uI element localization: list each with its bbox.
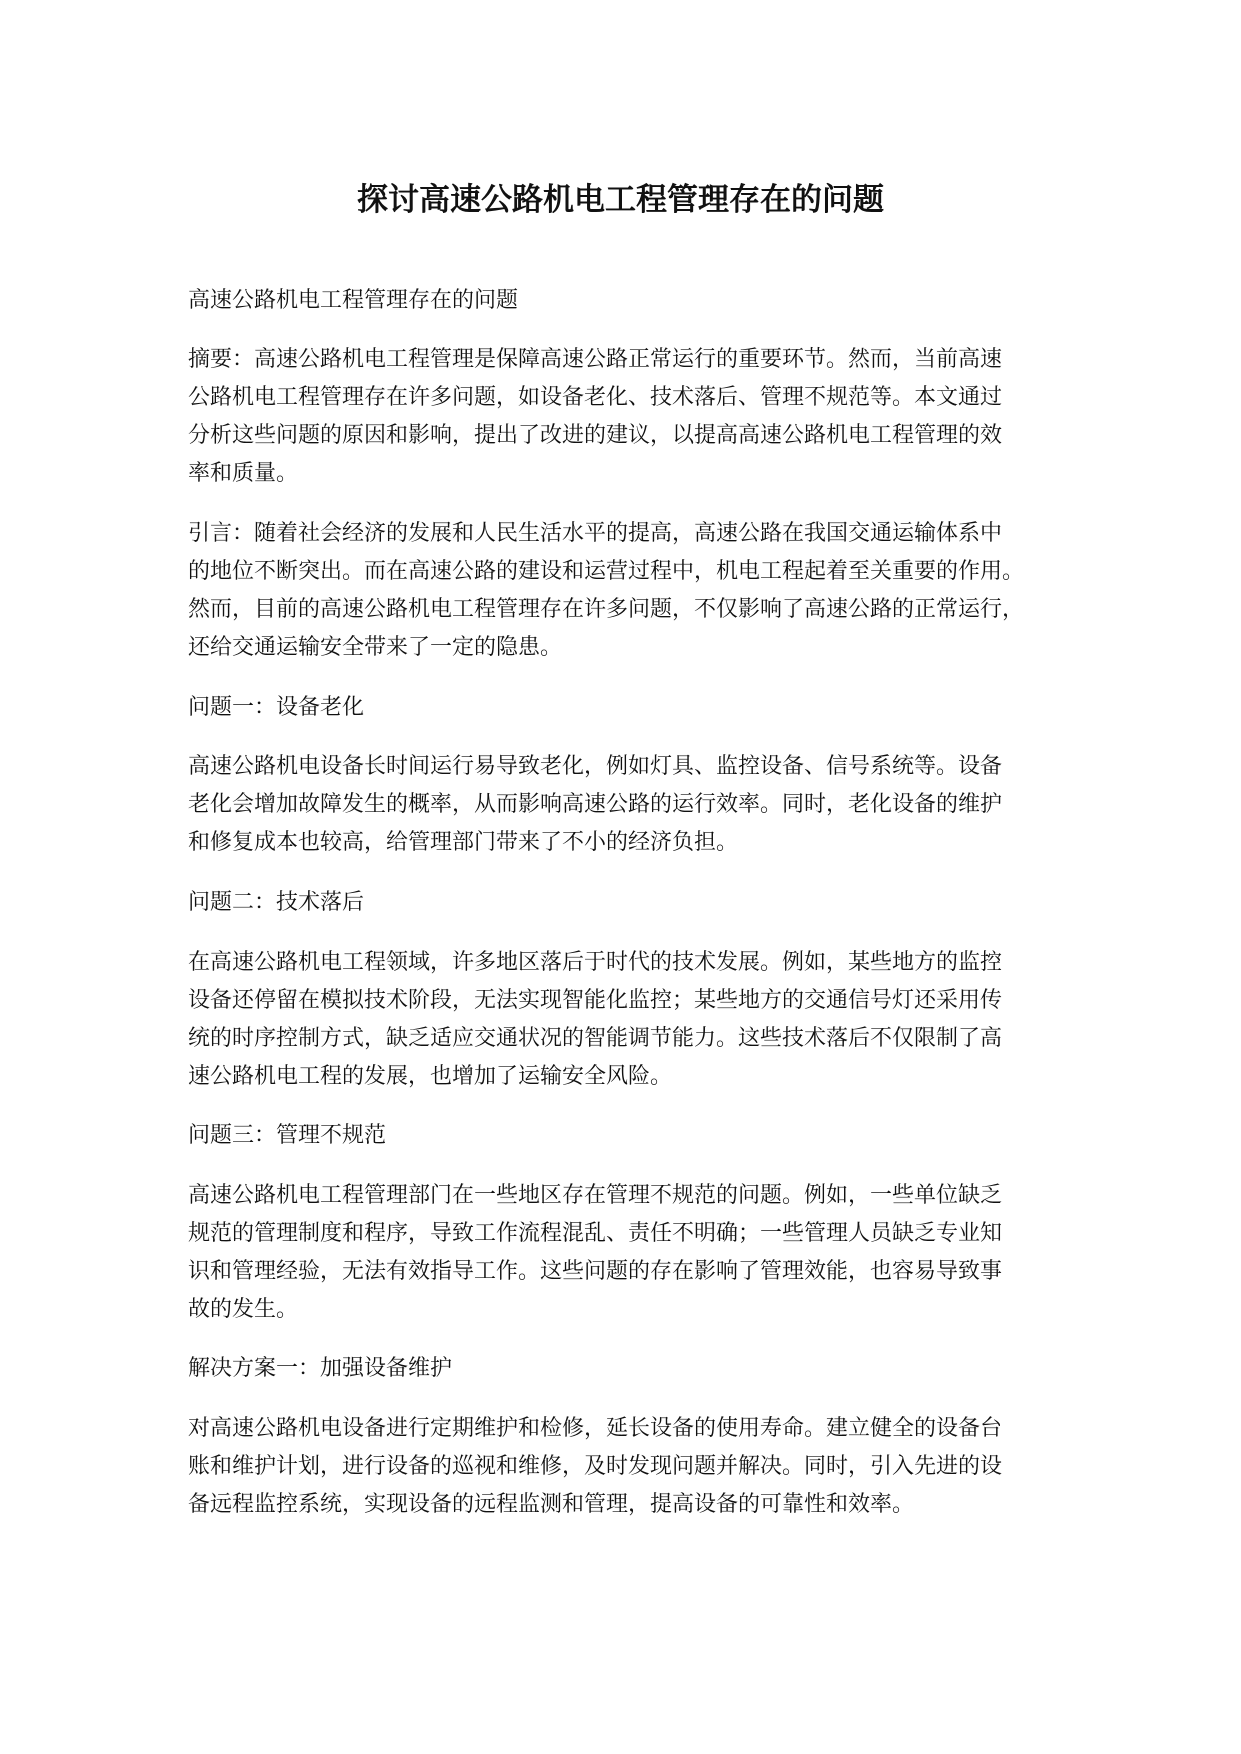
abstract-line: 率和质量。 bbox=[188, 461, 299, 486]
abstract-line: 分析这些问题的原因和影响，提出了改进的建议，以提高高速公路机电工程管理的效 bbox=[188, 423, 1003, 448]
problem2-heading: 问题二：技术落后 bbox=[188, 890, 365, 915]
problem3-line: 高速公路机电工程管理部门在一些地区存在管理不规范的问题。例如，一些单位缺乏 bbox=[188, 1183, 1003, 1208]
problem2-line: 统的时序控制方式，缺乏适应交通状况的智能调节能力。这些技术落后不仅限制了高 bbox=[188, 1026, 1003, 1051]
introduction-line: 引言：随着社会经济的发展和人民生活水平的提高，高速公路在我国交通运输体系中 bbox=[188, 521, 1003, 546]
problem3-line: 识和管理经验，无法有效指导工作。这些问题的存在影响了管理效能，也容易导致事 bbox=[188, 1259, 1003, 1284]
problem3-heading: 问题三：管理不规范 bbox=[188, 1123, 387, 1148]
solution1-heading: 解决方案一：加强设备维护 bbox=[188, 1356, 453, 1381]
problem1-line: 老化会增加故障发生的概率，从而影响高速公路的运行效率。同时，老化设备的维护 bbox=[188, 792, 1003, 817]
problem1-heading: 问题一：设备老化 bbox=[188, 695, 365, 720]
introduction-line: 还给交通运输安全带来了一定的隐患。 bbox=[188, 635, 563, 660]
problem3-line: 故的发生。 bbox=[188, 1297, 299, 1322]
problem3-line: 规范的管理制度和程序，导致工作流程混乱、责任不明确；一些管理人员缺乏专业知 bbox=[188, 1221, 1003, 1246]
introduction-line: 然而，目前的高速公路机电工程管理存在许多问题，不仅影响了高速公路的正常运行， bbox=[188, 597, 1025, 622]
document-title: 探讨高速公路机电工程管理存在的问题 bbox=[357, 182, 884, 218]
problem2-line: 速公路机电工程的发展，也增加了运输安全风险。 bbox=[188, 1064, 673, 1089]
problem2-line: 设备还停留在模拟技术阶段，无法实现智能化监控；某些地方的交通信号灯还采用传 bbox=[188, 988, 1003, 1013]
abstract-line: 公路机电工程管理存在许多问题，如设备老化、技术落后、管理不规范等。本文通过 bbox=[188, 385, 1003, 410]
solution1-line: 备远程监控系统，实现设备的远程监测和管理，提高设备的可靠性和效率。 bbox=[188, 1492, 915, 1517]
introduction-line: 的地位不断突出。而在高速公路的建设和运营过程中，机电工程起着至关重要的作用。 bbox=[188, 559, 1025, 584]
problem2-line: 在高速公路机电工程领域，许多地区落后于时代的技术发展。例如，某些地方的监控 bbox=[188, 950, 1003, 975]
problem1-line: 和修复成本也较高，给管理部门带来了不小的经济负担。 bbox=[188, 830, 739, 855]
solution1-line: 账和维护计划，进行设备的巡视和维修，及时发现问题并解决。同时，引入先进的设 bbox=[188, 1454, 1003, 1479]
subtitle: 高速公路机电工程管理存在的问题 bbox=[188, 288, 519, 313]
abstract-line: 摘要：高速公路机电工程管理是保障高速公路正常运行的重要环节。然而，当前高速 bbox=[188, 347, 1003, 372]
solution1-line: 对高速公路机电设备进行定期维护和检修，延长设备的使用寿命。建立健全的设备台 bbox=[188, 1416, 1003, 1441]
problem1-line: 高速公路机电设备长时间运行易导致老化，例如灯具、监控设备、信号系统等。设备 bbox=[188, 754, 1003, 779]
